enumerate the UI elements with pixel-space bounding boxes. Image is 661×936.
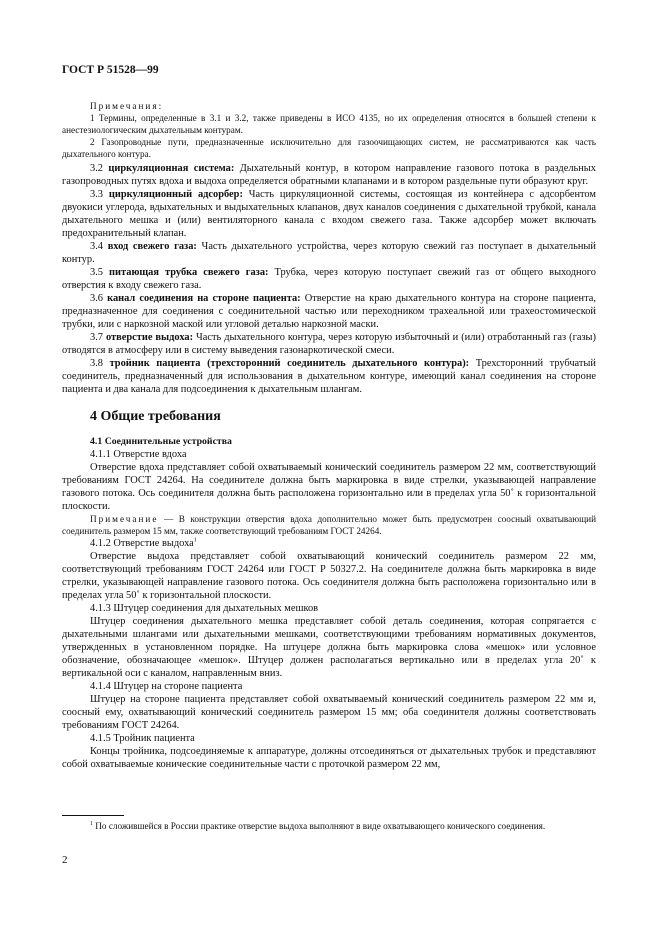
definition-3-4: 3.4 вход свежего газа: Часть дыхательного устройства, через которую свежий газ поступает в дыхательный контур. [62, 241, 596, 265]
footnote [62, 820, 596, 832]
clause-note: Примечание — В конструкции отверстия вдоха дополнительно может быть предусмотрен соосный охватывающий соединитель размером 15 мм, также соответствующий требованиям ГОСТ 24264. [62, 514, 596, 536]
note-item: 2 Газопроводные пути, предназначенные исключительно для газоочищающих систем, не рассматриваются как часть дыхательного контура. [62, 137, 596, 159]
clause-4-1-1-title: 4.1.1 Отверстие вдоха [90, 449, 187, 460]
definition-term: циркуляционная система: [108, 163, 235, 174]
clause-4-1-3-title: 4.1.3 Штуцер соединения для дыхательных мешков [90, 603, 319, 614]
clause-4-1-1-text: Отверстие вдоха представляет собой охватываемый конический соединитель размером 22 мм, соответствующий требованиям ГОСТ 24264. На соединителе должна быть маркировка в виде стрелки, указывающей направление газового потока. Ось соединителя должна быть расположена горизонтально или в пределах угла 50˚ к горизонтальной плоскости. [62, 462, 596, 512]
clause-4-1-4-text: Штуцер на стороне пациента представляет собой охватываемый конический соединитель размером 22 мм и, соосный ему, охватывающий конический соединитель размером 15 мм; оба соединителя должны соответствовать требованиям ГОСТ 24264. [62, 694, 596, 731]
clause-4-1-5-title: 4.1.5 Тройник пациента [90, 733, 195, 744]
clause-4-1-2-text: Отверстие выдоха представляет собой охватывающий конический соединитель размером 22 мм, соответствующий требованиям ГОСТ 24264 или ГОСТ Р 50327.2. На соединителе должна быть маркировка в виде стрелки, указывающей направление газового потока. Ось соединителя должна быть расположена горизонтально или в пределах угла 50˚ к горизонтальной плоскости. [62, 551, 596, 601]
definition-term: вход свежего газа: [107, 241, 197, 252]
page-number: 2 [62, 854, 68, 866]
definition-term: питающая трубка свежего газа: [109, 267, 269, 278]
note-item: 1 Термины, определенные в 3.1 и 3.2, также приведены в ИСО 4135, но их определения относятся в большей степени к анестезиологическим дыхательным контурам. [62, 113, 596, 135]
document-header: ГОСТ Р 51528—99 [62, 64, 159, 76]
definition-3-5: 3.5 питающая трубка свежего газа: Трубка, через которую поступает свежий газ от общего выходного отверстия к входу свежего газа. [62, 267, 596, 291]
clause-4-1-3-text: Штуцер соединения дыхательного мешка представляет собой деталь соединения, которая сопрягается с дыхательными шлангами или дыхательными мешками, соответствующими требованиям нормативных документов, утвержденных в установленном порядке. На штуцере должна быть маркировка слова «мешок» или условное обозначение, обозначающее «мешок». Штуцер должен располагаться вертикально или в пределах угла 20˚ к вертикальной оси с каналом, направленным вниз. [62, 616, 596, 679]
clause-4-1-4-title: 4.1.4 Штуцер на стороне пациента [90, 681, 243, 692]
definition-3-2: 3.2 циркуляционная система: Дыхательный контур, в котором направление газового потока в раздельных газопроводных путях вдоха и выдоха определяется обратными клапанами и в котором раздельные пути образуют круг. [62, 163, 596, 187]
definition-3-3: 3.3 циркуляционный адсорбер: Часть циркуляционной системы, состоящая из контейнера с адсорбентом двуокиси углерода, вдыхательных и выдыхательных клапанов, двух каналов соединения с дыхательной трубкой, канала дыхательного мешка и (или) вентиляторного канала с входом свежего газа. Также адсорбер может включать предохранительный клапан. [62, 189, 596, 239]
footnote-mark: 1 [90, 820, 93, 827]
definition-term: тройник пациента (трехсторонний соединитель дыхательного контура): [109, 358, 470, 369]
definition-3-8: 3.8 тройник пациента (трехсторонний соединитель дыхательного контура): Трехсторонний трубчатый соединитель, предназначенный для использования в дыхательном контуре, имеющий канал соединения на стороне пациента и два канала для подсоединения к дыхательным шлангам. [62, 358, 596, 395]
footnote-text: По сложившейся в России практике отверстие выдоха выполняют в виде охватывающего конического соединения. [93, 821, 546, 831]
note-label: Примечание [90, 514, 159, 524]
definition-term: отверстие выдоха: [105, 332, 194, 343]
definition-term: канал соединения на стороне пациента: [107, 293, 301, 304]
section-title: 4 Общие требования [90, 409, 221, 424]
notes-heading: Примечания: [90, 101, 164, 111]
definition-term: циркуляционный адсорбер: [108, 189, 243, 200]
document-body [62, 100, 596, 771]
definition-3-7: 3.7 отверстие выдоха: Часть дыхательного контура, через которую избыточный и (или) отработанный газ (газы) отводятся в атмосферу или в систему выведения газонаркотической смеси. [62, 332, 596, 356]
footnote-divider [62, 815, 124, 816]
footnote-ref: 1 [193, 537, 197, 544]
clause-4-1-2-title: 4.1.2 Отверстие выдоха$^1$ [90, 537, 197, 549]
subsection-title: 4.1 Соединительные устройства [90, 436, 232, 447]
clause-4-1-5-text: Концы тройника, подсоединяемые к аппаратуре, должны отсоединяться от дыхательных трубок и представляют собой охватываемые конические соединительные части с проточкой размером 22 мм, [62, 746, 596, 770]
notes-block [62, 100, 596, 160]
definition-3-6: 3.6 канал соединения на стороне пациента: Отверстие на краю дыхательного контура на стороне пациента, предназначенное для соединения с соединительной частью или переходником трахеальной или трахеостомической трубки, или с наркозной маской или угловой деталью наркозной маски. [62, 293, 596, 330]
